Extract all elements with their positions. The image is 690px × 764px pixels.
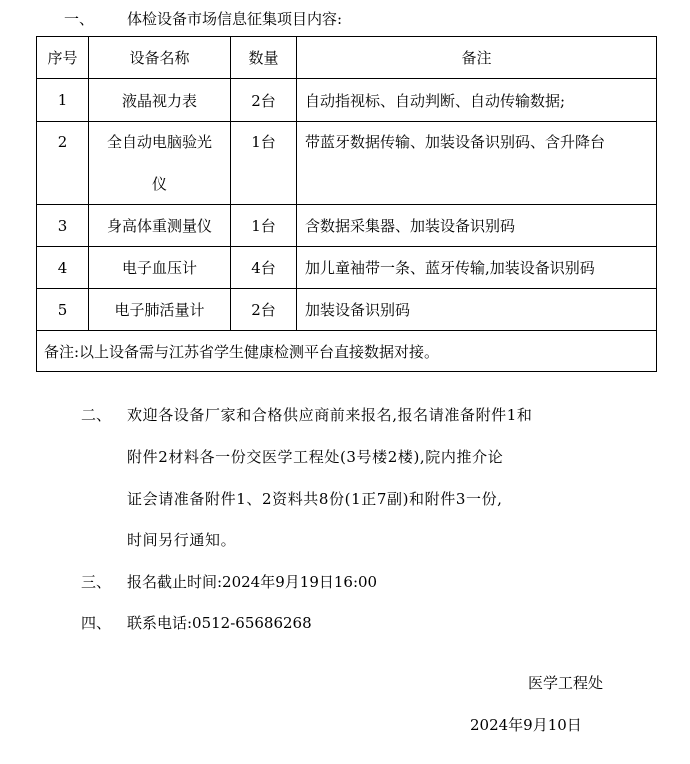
section-two-line: 欢迎各设备厂家和合格供应商前来报名,报名请准备附件1和 [127, 406, 533, 424]
table-row [37, 79, 657, 122]
row-remark: 加儿童袖带一条、蓝牙传输,加装设备识别码 [297, 247, 657, 289]
row-remark: 含数据采集器、加装设备识别码 [297, 205, 657, 247]
row-name: 身高体重测量仪 [89, 205, 231, 247]
row-name: 液晶视力表 [89, 79, 231, 122]
row-qty [231, 122, 297, 205]
row-qty: 1台 [231, 205, 297, 247]
section-one-title: 体检设备市场信息征集项目内容: [127, 10, 343, 28]
header-qty: 数量 [231, 37, 297, 79]
row-name: 电子血压计 [89, 247, 231, 289]
row-qty-text: 1台 [251, 133, 276, 151]
section-two-line: 证会请准备附件1、2资料共8份(1正7副)和附件3一份, [127, 490, 503, 508]
row-name-line2: 仪 [151, 175, 167, 193]
row-no [37, 122, 89, 205]
table-header-row [37, 37, 657, 79]
table-row [37, 289, 657, 331]
table-row [37, 247, 657, 289]
header-no: 序号 [37, 37, 89, 79]
row-remark-text: 带蓝牙数据传输、加装设备识别码、含升降台 [305, 133, 606, 151]
signature-date: 2024年9月10日 [470, 716, 582, 734]
row-no: 4 [37, 247, 89, 289]
contact-phone-text: 联系电话:0512-65686268 [127, 614, 312, 632]
deadline-text: 报名截止时间:2024年9月19日16:00 [127, 573, 378, 591]
table-footnote: 备注:以上设备需与江苏省学生健康检测平台直接数据对接。 [37, 331, 657, 372]
row-no: 5 [37, 289, 89, 331]
table-footnote-row [37, 331, 657, 372]
row-no: 3 [37, 205, 89, 247]
row-qty: 4台 [231, 247, 297, 289]
row-remark [297, 122, 657, 205]
row-qty: 2台 [231, 79, 297, 122]
section-three-number: 三、 [81, 573, 112, 591]
row-no-text: 2 [57, 133, 68, 151]
signature-department: 医学工程处 [528, 674, 604, 692]
row-name [89, 122, 231, 205]
row-qty: 2台 [231, 289, 297, 331]
equipment-table [36, 36, 657, 372]
section-four-number: 四、 [81, 614, 112, 632]
row-name: 电子肺活量计 [89, 289, 231, 331]
row-no: 1 [37, 79, 89, 122]
section-two-line: 附件2材料各一份交医学工程处(3号楼2楼),院内推介论 [127, 448, 504, 466]
section-one-number: 一、 [64, 10, 95, 28]
section-two-line: 时间另行通知。 [127, 531, 237, 549]
table-row [37, 205, 657, 247]
section-two-number: 二、 [81, 406, 112, 424]
row-remark: 加装设备识别码 [297, 289, 657, 331]
header-name: 设备名称 [89, 37, 231, 79]
row-remark: 自动指视标、自动判断、自动传输数据; [297, 79, 657, 122]
row-name-line1: 全自动电脑验光 [106, 133, 212, 151]
table-row [37, 122, 657, 205]
header-remark: 备注 [297, 37, 657, 79]
